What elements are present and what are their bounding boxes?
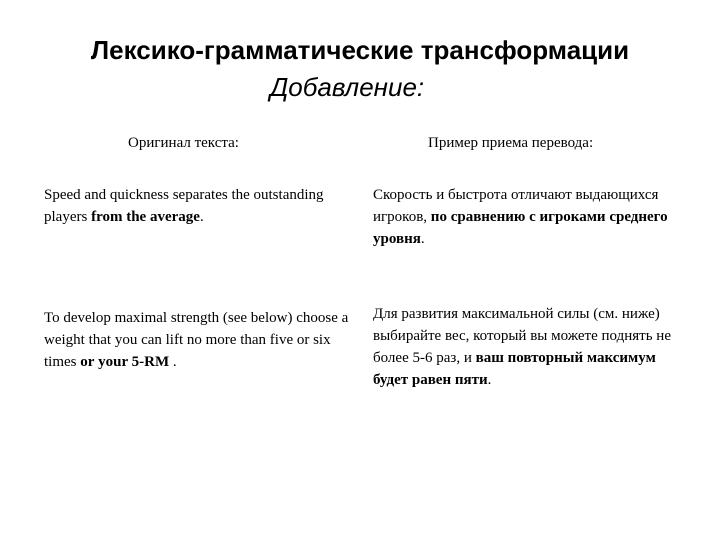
row-2-translation-text: Для развития максимальной силы (см. ниже) выбирайте вес, который вы можете поднять не более 5-6 раз, и xyxy=(373,306,671,366)
row-2-translation-tail: . xyxy=(487,372,492,388)
row-1-original-bold: from the average xyxy=(91,209,200,225)
column-header-original: Оригинал текста: xyxy=(128,135,239,151)
row-1-translation xyxy=(373,184,688,250)
row-1-translation-tail: . xyxy=(420,231,425,247)
column-header-translation: Пример приема перевода: xyxy=(428,135,594,151)
slide-subtitle: Добавление: xyxy=(270,72,425,102)
row-1-original xyxy=(44,184,354,228)
row-2-original-text: To develop maximal strength (see below) choose a weight that you can lift no more than five or six times xyxy=(44,310,349,370)
row-1-original-text: Speed and quickness separates the outstanding players xyxy=(44,187,324,225)
row-2-original-tail: . xyxy=(169,354,177,370)
row-2-original-bold: your 5-RM xyxy=(98,354,170,370)
row-2-original xyxy=(44,307,354,373)
row-1-original-tail: . xyxy=(199,209,204,225)
row-1-translation-text: Скорость и быстрота отличают выдающихся игроков, xyxy=(373,187,659,225)
row-2-translation-bold: ваш повторный максимум будет равен пяти xyxy=(373,350,656,388)
row-2-original-or: or xyxy=(80,354,95,370)
row-2-translation xyxy=(373,303,678,391)
row-1-translation-bold: по сравнению с игроками среднего уровня xyxy=(373,209,668,247)
slide-title: Лексико-грамматические трансформации xyxy=(90,35,630,65)
